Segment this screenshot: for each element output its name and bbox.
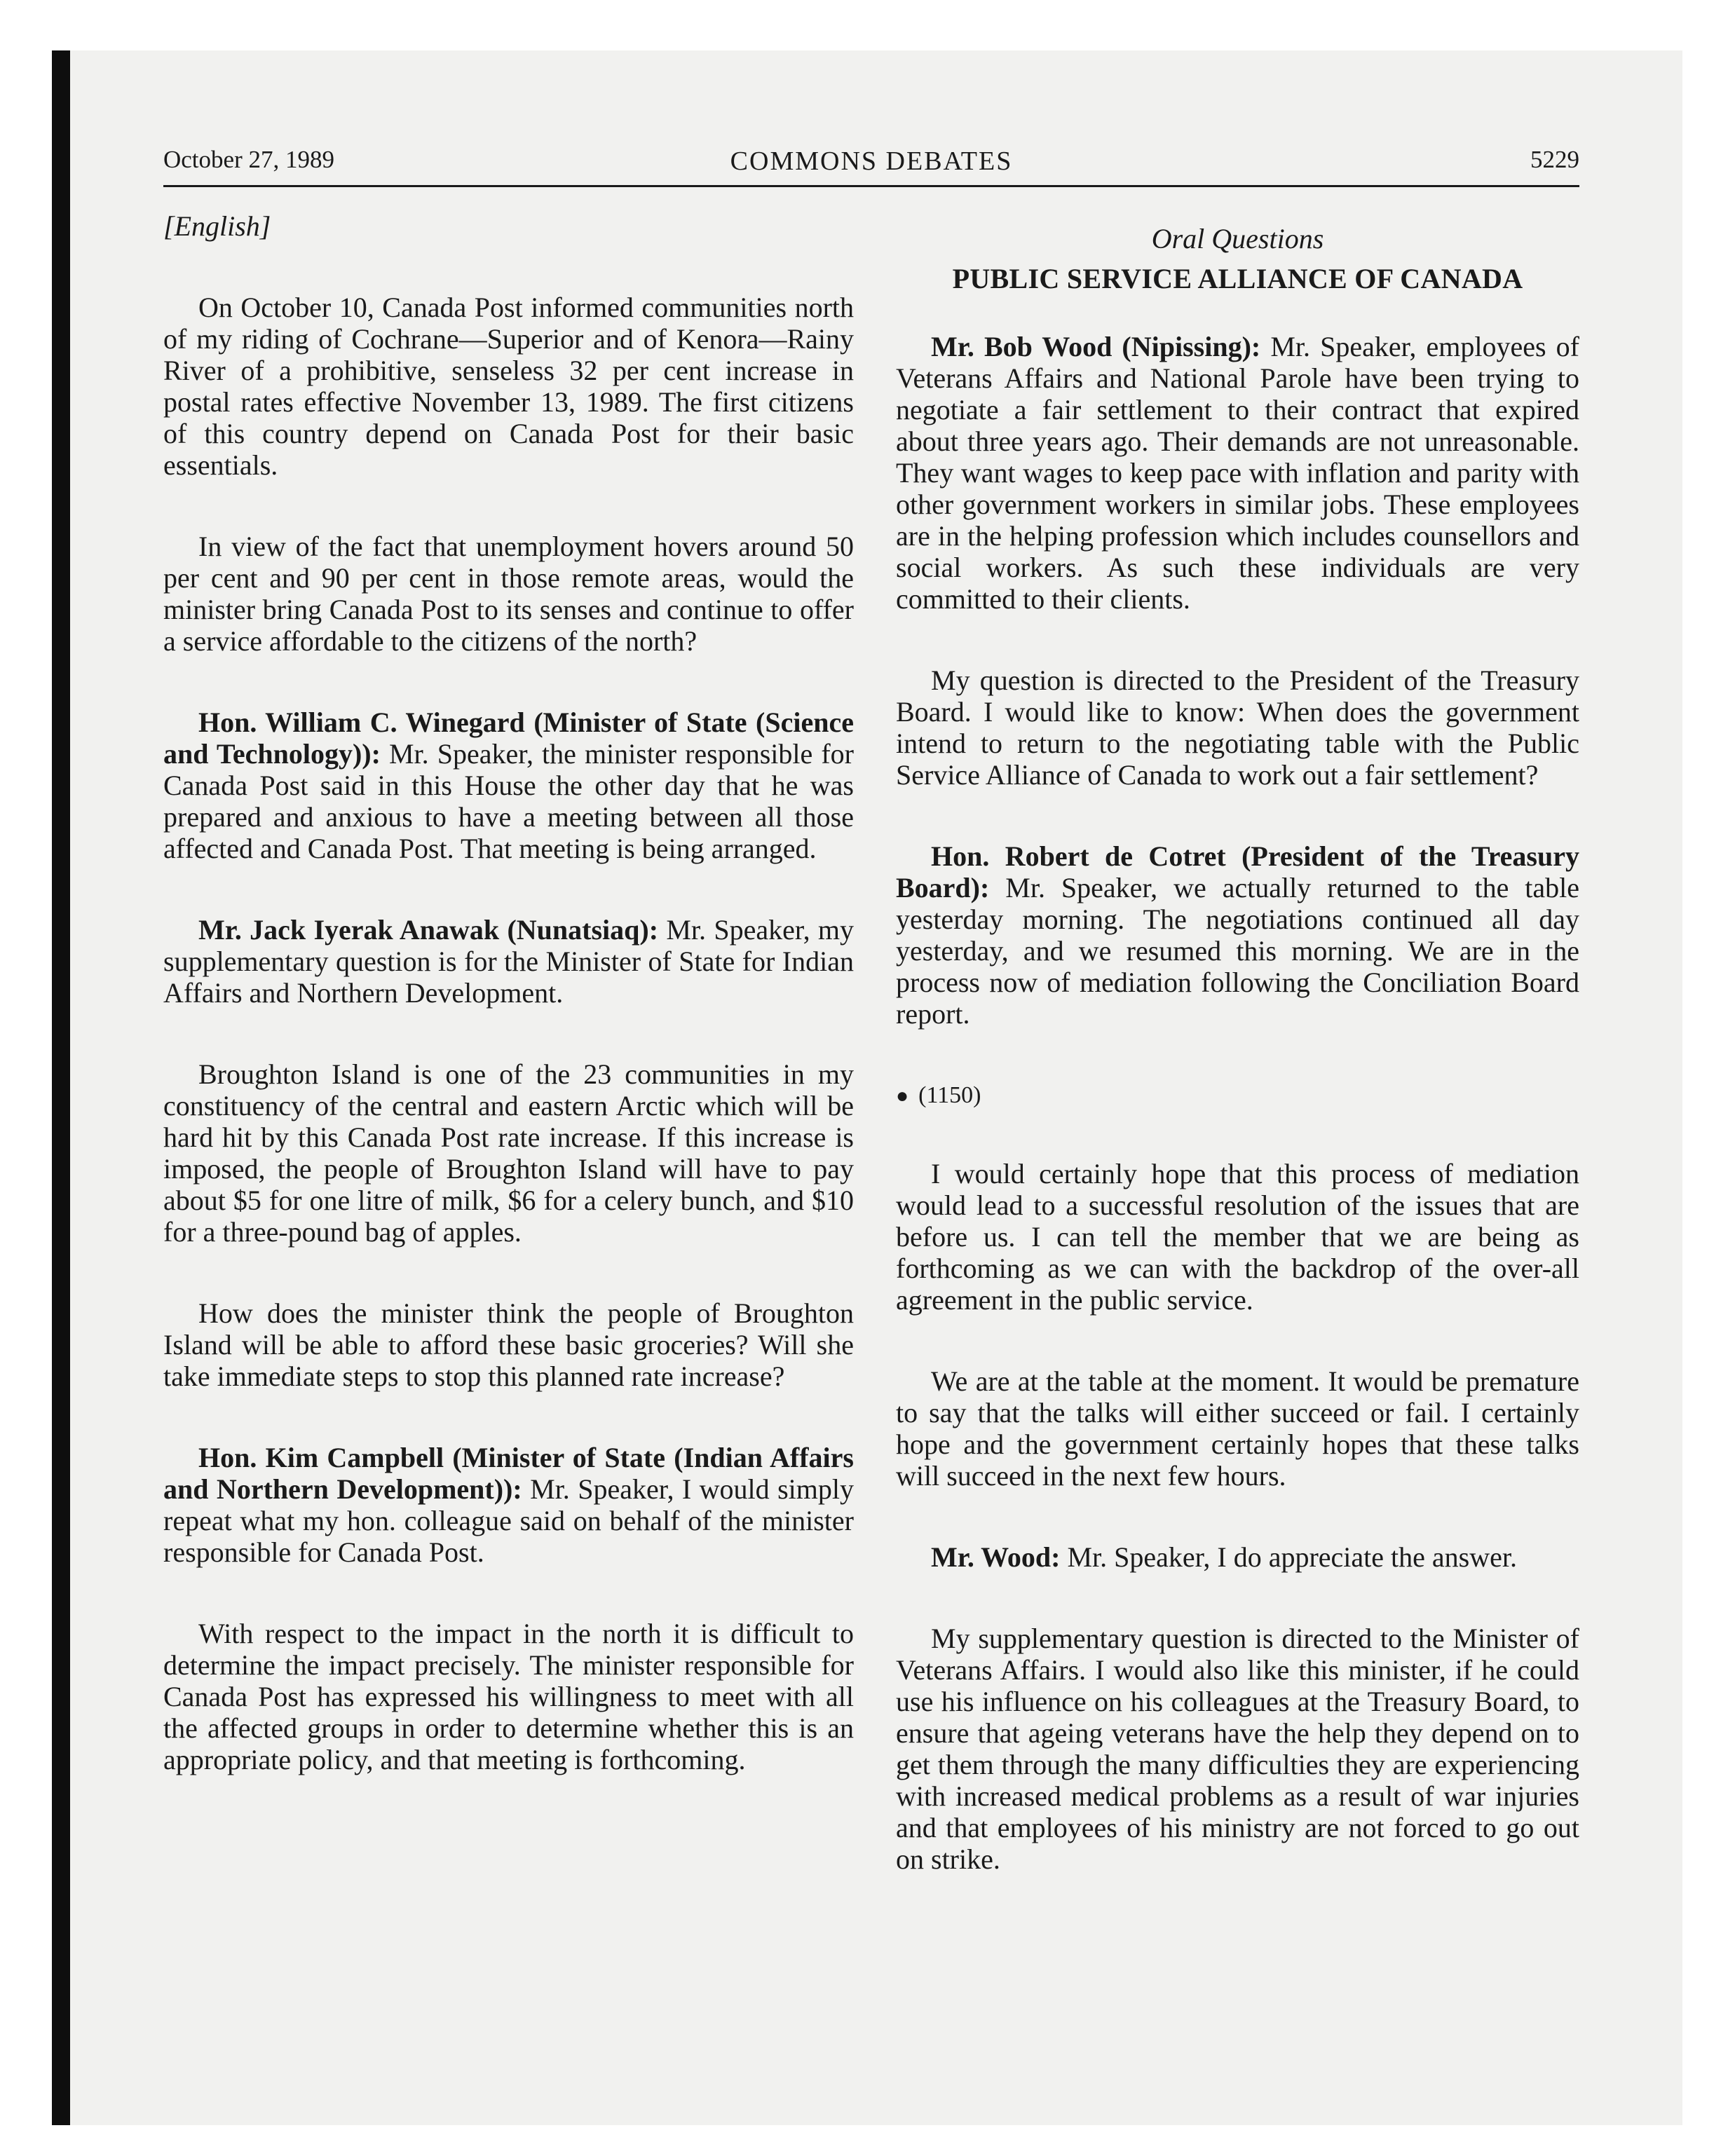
paragraph: In view of the fact that unemployment hovers around 50 per cent and 90 per cent in those remote areas, would the minister bring Canada Post to its senses and continue to offer a service affordable to the citizens of the north? [163, 531, 854, 657]
scan-binding-edge [52, 50, 70, 2125]
section-title: PUBLIC SERVICE ALLIANCE OF CANADA [952, 263, 1523, 294]
paragraph: With respect to the impact in the north it is difficult to determine the impact precisely. The minister responsible for Canada Post has expressed his willingness to meet with all the affected groups in order to determine whether this is an appropriate policy, and that meeting is forthcoming. [163, 1618, 854, 1775]
time-marker [896, 1079, 1579, 1112]
speaker-name: Mr. Wood: [931, 1541, 1061, 1573]
speaker-name: Mr. Jack Iyerak Anawak (Nunatsiaq): [198, 914, 659, 946]
paragraph [896, 1541, 1579, 1573]
paragraph [896, 840, 1579, 1030]
speaker-name: Mr. Bob Wood (Nipissing): [931, 331, 1261, 362]
right-column [896, 210, 1579, 1925]
header-date: October 27, 1989 [163, 146, 334, 173]
speaker-name: Hon. Kim Campbell (Minister of State (Indian Affairs and Northern Development)): [163, 1442, 854, 1505]
paragraph: My supplementary question is directed to the Minister of Veterans Affairs. I would also like this minister, if he could use his influence on his colleagues at the Treasury Board, to ensure that ageing veterans have the help they depend on to get them through the many difficulties they are experiencing with increased medical problems as a result of war injuries and that employees of his ministry are not forced to go out on strike. [896, 1623, 1579, 1875]
paragraph [163, 1442, 854, 1568]
paragraph [163, 914, 854, 1009]
language-tag: [English] [163, 210, 271, 242]
speech-text: Mr. Speaker, I do appreciate the answer. [1060, 1541, 1517, 1573]
header-page-number: 5229 [1530, 146, 1579, 173]
paragraph: Broughton Island is one of the 23 communities in my constituency of the central and eastern Arctic which will be hard hit by this Canada Post rate increase. If this increase is imposed, the people of Broughton Island will have to pay about $5 for one litre of milk, $6 for a celery bunch, and $10 for a three-pound bag of apples. [163, 1058, 854, 1248]
left-column [163, 210, 854, 1825]
bullet-icon: ● [896, 1084, 909, 1107]
speech-text: Mr. Speaker, we actually returned to the table yesterday morning. The negotiations continued all day yesterday, and we resumed this morning. We are in the process now of mediation following the Conciliation Board report. [896, 872, 1579, 1030]
paragraph [163, 707, 854, 864]
speech-text: Mr. Speaker, the minister responsible for Canada Post said in this House the other day that he was prepared and anxious to have a meeting between all those affected and Canada Post. That meeting is being arranged. [163, 738, 854, 864]
paragraph: How does the minister think the people of Broughton Island will be able to afford these basic groceries? Will she take immediate steps to stop this planned rate increase? [163, 1297, 854, 1392]
section-label: Oral Questions [1151, 223, 1324, 254]
paragraph [896, 331, 1579, 615]
paragraph: We are at the table at the moment. It would be premature to say that the talks will either succeed or fail. I certainly hope and the government certainly hopes that these talks will succeed in the next few hours. [896, 1365, 1579, 1492]
speaker-name: Hon. William C. Winegard (Minister of State (Science and Technology)): [163, 707, 854, 770]
header-rule [163, 185, 1579, 187]
paragraph: On October 10, Canada Post informed communities north of my riding of Cochrane—Superior and of Kenora—Rainy River of a prohibitive, senseless 32 per cent increase in postal rates effective November 13, 1989. The first citizens of this country depend on Canada Post for their basic essentials. [163, 292, 854, 481]
header-journal-title: COMMONS DEBATES [730, 146, 1013, 176]
paragraph: I would certainly hope that this process of mediation would lead to a successful resolution of the issues that are before us. I can tell the member that we are being as forthcoming as we can with the backdrop of the over-all agreement in the public service. [896, 1158, 1579, 1316]
speech-text: Mr. Speaker, I would simply repeat what my hon. colleague said on behalf of the minister responsible for Canada Post. [163, 1473, 854, 1568]
speech-text: Mr. Speaker, my supplementary question is for the Minister of State for Indian Affairs and Northern Development. [163, 914, 854, 1009]
page-header [163, 140, 1579, 184]
speech-text: Mr. Speaker, employees of Veterans Affairs and National Parole have been trying to negotiate a fair settlement to their contract that expired about three years ago. Their demands are not unreasonable. They want wages to keep pace with inflation and parity with other government workers in similar jobs. These employees are in the helping profession which includes counsellors and social workers. As such these individuals are very committed to their clients. [896, 331, 1580, 615]
speaker-name: Hon. Robert de Cotret (President of the Treasury Board): [896, 840, 1579, 903]
time-marker-text: (1150) [918, 1082, 981, 1108]
paragraph: My question is directed to the President of the Treasury Board. I would like to know: When does the government intend to return to the negotiating table with the Public Service Alliance of Canada to work out a fair settlement? [896, 664, 1579, 791]
